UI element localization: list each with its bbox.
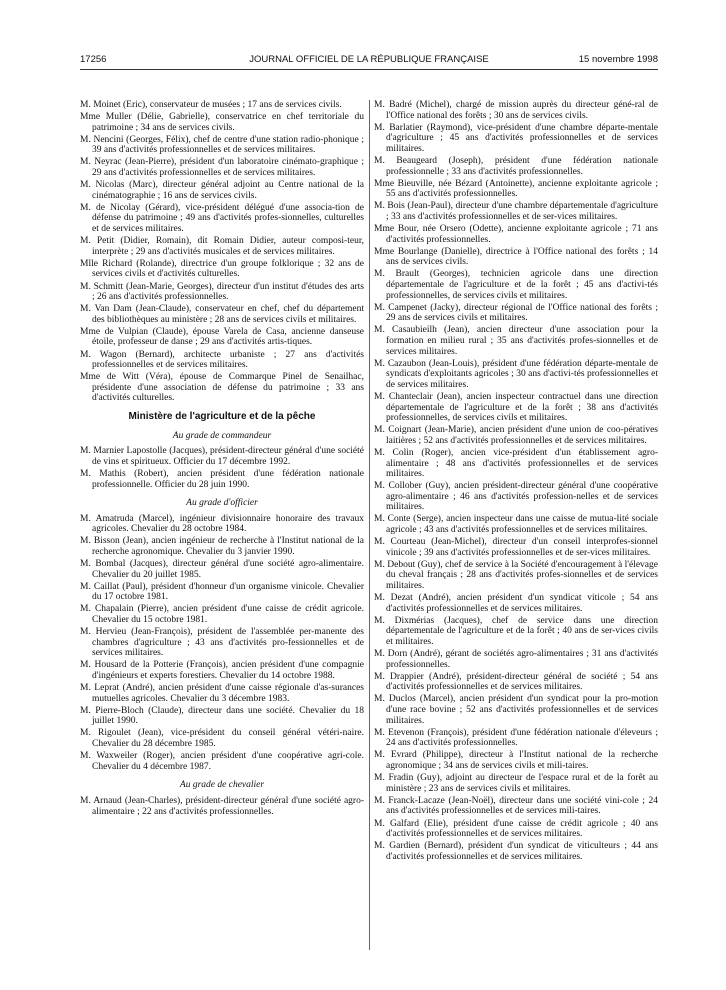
publication-date: 15 novembre 1998 — [578, 54, 658, 65]
grade-heading-officier: Au grade d'officier — [186, 498, 258, 509]
honoree-entry: Mme Bieuville, née Bézard (Antoinette), ancienne exploitante agricole ; 55 ans d'activités professionnelles. — [374, 178, 658, 200]
honoree-entry: M. Wagon (Bernard), architecte urbaniste ; 27 ans d'activités professionnelles et de services militaires. — [80, 349, 364, 371]
honoree-entry: M. Gardien (Bernard), président d'un syndicat de viticulteurs ; 44 ans d'activités professionnelles et de services militaires. — [374, 841, 658, 862]
honoree-entry: M. Campenet (Jacky), directeur régional de l'Office national des forêts ; 29 ans de services civils et militaires. — [374, 302, 658, 324]
left-column — [80, 100, 364, 950]
honoree-entry: M. Hervieu (Jean-François), président de l'assemblée per-manente des chambres d'agriculture ; 43 ans d'activités pro-fessionnelles et de services militaires. — [80, 627, 364, 659]
honoree-entry: M. Bois (Jean-Paul), directeur d'une chambre départementale d'agriculture ; 33 ans d'activités professionnelles et de ser-vices militaires. — [374, 201, 658, 222]
honoree-entry: M. Casaubieilh (Jean), ancien directeur d'une association pour la formation en milieu rural ; 35 ans d'activités profes-sionnelles et de services militaires. — [374, 325, 658, 357]
honoree-entry: M. Beaugeard (Joseph), président d'une fédération nationale professionnelle ; 33 ans d'activités professionnelles. — [374, 155, 658, 177]
honoree-entry: M. Petit (Didier, Romain), dit Romain Didier, auteur composi-teur, interprète ; 29 ans d'activités musicales et de services militaires. — [80, 236, 364, 257]
honoree-entry: Mme de Vulpian (Claude), épouse Varela de Casa, ancienne danseuse étoile, professeur de danse ; 29 ans d'activités artis-tiques. — [80, 326, 364, 348]
column-divider — [369, 100, 370, 950]
honoree-entry: M. Moinet (Eric), conservateur de musées ; 17 ans de services civils. — [80, 100, 342, 110]
journal-title: JOURNAL OFFICIEL DE LA RÉPUBLIQUE FRANÇAISE — [249, 54, 489, 65]
honoree-entry: M. Galfard (Elie), président d'une caisse de crédit agricole ; 40 ans d'activités professionnelles et de services militaires. — [374, 818, 658, 840]
honoree-entry: M. Rigoulet (Jean), vice-président du conseil général vétéri-naire. Chevalier du 28 décembre 1985. — [80, 728, 364, 750]
honoree-entry: M. Fradin (Guy), adjoint au directeur de l'espace rural et de la forêt au ministère ; 23 ans de services civils et militaires. — [374, 773, 658, 794]
honoree-entry: M. Amatruda (Marcel), ingénieur divisionnaire honoraire des travaux agricoles. Chevalier du 28 octobre 1984. — [80, 513, 364, 535]
culture-entries — [80, 100, 364, 404]
honoree-entry: M. Bisson (Jean), ancien ingénieur de recherche à l'Institut national de la recherche agronomique. Chevalier du 3 janvier 1990. — [80, 536, 364, 557]
honoree-entry: M. Conte (Serge), ancien inspecteur dans une caisse de mutua-lité sociale agricole ; 43 ans d'activités professionnelles et de services militaires. — [374, 514, 658, 536]
grade-heading-chevalier: Au grade de chevalier — [179, 780, 265, 791]
honoree-entry: M. Brault (Georges), technicien agricole dans une direction départementale de l'agriculture et de la forêt ; 45 ans d'activi-tés professionnelles, de services civils et militaires. — [374, 269, 658, 301]
honoree-entry: M. Bombal (Jacques), directeur général d'une société agro-alimentaire. Chevalier du 20 juillet 1985. — [80, 559, 364, 580]
honoree-entry: M. Nencini (Georges, Félix), chef de centre d'une station radio-phonique ; 39 ans d'activités professionnelles et de services militaires. — [80, 134, 364, 156]
honoree-entry: Mlle Richard (Rolande), directrice d'un groupe folklorique ; 32 ans de services civils et d'activités culturelles. — [80, 258, 364, 280]
honoree-entry: M. Coignart (Jean-Marie), ancien président d'une union de coo-pératives laitières ; 52 ans d'activités professionnelles et de services militaires. — [374, 425, 658, 446]
honoree-entry: M. Neyrac (Jean-Pierre), président d'un laboratoire cinémato-graphique ; 29 ans d'activités professionnelles et de services militaires. — [80, 157, 364, 179]
honoree-entry: M. Drappier (André), président-directeur général de société ; 54 ans d'activités professionnelles et de services militaires. — [374, 671, 658, 693]
honoree-entry: Mme Bourlange (Danielle), directrice à l'Office national des forêts ; 14 ans de services civils. — [374, 246, 658, 268]
commandeur-entries — [80, 446, 364, 490]
honoree-entry: M. Leprat (André), ancien président d'une caisse régionale d'as-surances mutuelles agricoles. Chevalier du 3 décembre 1983. — [80, 683, 364, 704]
honoree-entry: M. Collober (Guy), ancien président-directeur général d'une coopérative agro-alimentaire ; 46 ans d'activités profession-nelles et de services militaires. — [374, 481, 658, 513]
honoree-entry: M. Mathis (Robert), ancien président d'une fédération nationale professionnelle. Officier du 28 juin 1990. — [80, 468, 364, 490]
honoree-entry: Mme Bour, née Orsero (Odette), ancienne exploitante agricole ; 71 ans d'activités professionnelles. — [374, 224, 658, 245]
honoree-entry: M. Pierre-Bloch (Claude), directeur dans une société. Chevalier du 18 juillet 1990. — [80, 705, 364, 727]
honoree-entry: Mme de Witt (Véra), épouse de Commarque Pinel de Senailhac, présidente d'une association de défense du patrimoine ; 33 ans d'activités culturelles. — [80, 372, 364, 404]
honoree-entry: M. Colin (Roger), ancien vice-président d'un établissement agro-alimentaire ; 48 ans d'activités professionnelles et de services militaires. — [374, 447, 658, 480]
honoree-entry: M. Chanteclair (Jean), ancien inspecteur contractuel dans une direction départementale de l'agriculture et de la forêt ; 38 ans d'activités professionnelles, de services civils et militaires. — [374, 391, 658, 424]
honoree-entry: M. Debout (Guy), chef de service à la Société d'encouragement à l'élevage du cheval français ; 28 ans d'activités profes-sionnelles et de services militaires. — [374, 559, 658, 592]
honoree-entry: M. Waxweiler (Roger), ancien président d'une coopérative agri-cole. Chevalier du 4 décembre 1987. — [80, 751, 364, 772]
honoree-entry: M. Courteau (Jean-Michel), directeur d'un conseil interprofes-sionnel vinicole ; 39 ans d'activités professionnelles et de ser-vices militaires. — [374, 537, 658, 558]
grade-heading-commandeur: Au grade de commandeur — [172, 430, 272, 441]
chevalier-entries — [80, 796, 364, 817]
honoree-entry: M. Nicolas (Marc), directeur général adjoint au Centre national de la cinématographie ; 16 ans de services civils. — [80, 180, 364, 201]
officier-entries — [80, 514, 364, 773]
page-number: 17256 — [80, 54, 107, 65]
honoree-entry: M. Cazaubon (Jean-Louis), président d'une fédération départe-mentale de syndicats d'exploitants agricoles ; 30 ans d'activi-tés professionnelles et de services militaires. — [374, 358, 658, 390]
header-rule — [80, 69, 658, 70]
honoree-entry: M. Etevenon (François), président d'une fédération nationale d'éleveurs ; 24 ans d'activités professionnelles. — [374, 727, 658, 749]
honoree-entry: M. Schmitt (Jean-Marie, Georges), directeur d'un institut d'études des arts ; 26 ans d'activités professionnelles. — [80, 281, 364, 303]
right-column — [374, 100, 658, 950]
honoree-entry: M. Arnaud (Jean-Charles), président-directeur général d'une société agro-alimentaire ; 22 ans d'activités professionnelles. — [80, 795, 364, 817]
honoree-entry: M. Barlatier (Raymond), vice-président d'une chambre départe-mentale d'agriculture ; 45 ans d'activités professionnelles et de services militaires. — [374, 122, 658, 154]
honoree-entry: M. de Nicolay (Gérard), vice-président délégué d'une associa-tion de défense du patrimoine ; 49 ans d'activités profes-sionnelles, culturelles et de services militaires. — [80, 202, 364, 235]
honoree-entry: M. Housard de la Potterie (François), ancien président d'une compagnie d'ingénieurs et experts forestiers. Chevalier du 14 octobre 1988. — [80, 660, 364, 681]
honoree-entry: M. Dezat (André), ancien président d'un syndicat viticole ; 54 ans d'activités professionnelles et de services militaires. — [374, 593, 658, 614]
honoree-entry: M. Marnier Lapostolle (Jacques), président-directeur général d'une société de vins et spiritueux. Officier du 17 décembre 1992. — [80, 446, 364, 467]
honoree-entry: M. Franck-Lacaze (Jean-Noël), directeur dans une société vini-cole ; 24 ans d'activités professionnelles et de services mili-taires. — [374, 795, 658, 817]
honoree-entry: M. Dorn (André), gérant de sociétés agro-alimentaires ; 31 ans d'activités professionnelles. — [374, 649, 658, 670]
honoree-entry: M. Chapalain (Pierre), ancien président d'une caisse de crédit agricole. Chevalier du 15 octobre 1981. — [80, 604, 364, 626]
honoree-entry: Mme Muller (Délie, Gabrielle), conservatrice en chef territoriale du patrimoine ; 34 ans de services civils. — [80, 112, 364, 133]
ministry-heading: Ministère de l'agriculture et de la pêche — [128, 411, 316, 423]
honoree-entry: M. Van Dam (Jean-Claude), conservateur en chef, chef du département des bibliothèques au ministère ; 28 ans de services civils et militaires. — [80, 304, 364, 325]
honoree-entry: M. Caillat (Paul), président d'honneur d'un organisme vinicole. Chevalier du 17 octobre 1981. — [80, 581, 364, 603]
honoree-entry: M. Badré (Michel), chargé de mission auprès du directeur géné-ral de l'Office national des forêts ; 30 ans de services civils. — [374, 100, 658, 121]
honoree-entry: M. Dixmérias (Jacques), chef de service dans une direction départementale de l'agriculture et de la forêt ; 40 ans de ser-vices civils et militaires. — [374, 615, 658, 647]
page-header — [80, 54, 658, 68]
honoree-entry: M. Evrard (Philippe), directeur à l'Institut national de la recherche agronomique ; 34 ans de services civils et mili-taires. — [374, 750, 658, 772]
honoree-entry: M. Duclos (Marcel), ancien président d'un syndicat pour la pro-motion d'une race bovine ; 52 ans d'activités professionnelles et de services militaires. — [374, 694, 658, 726]
chevalier-entries-continued — [374, 100, 658, 862]
